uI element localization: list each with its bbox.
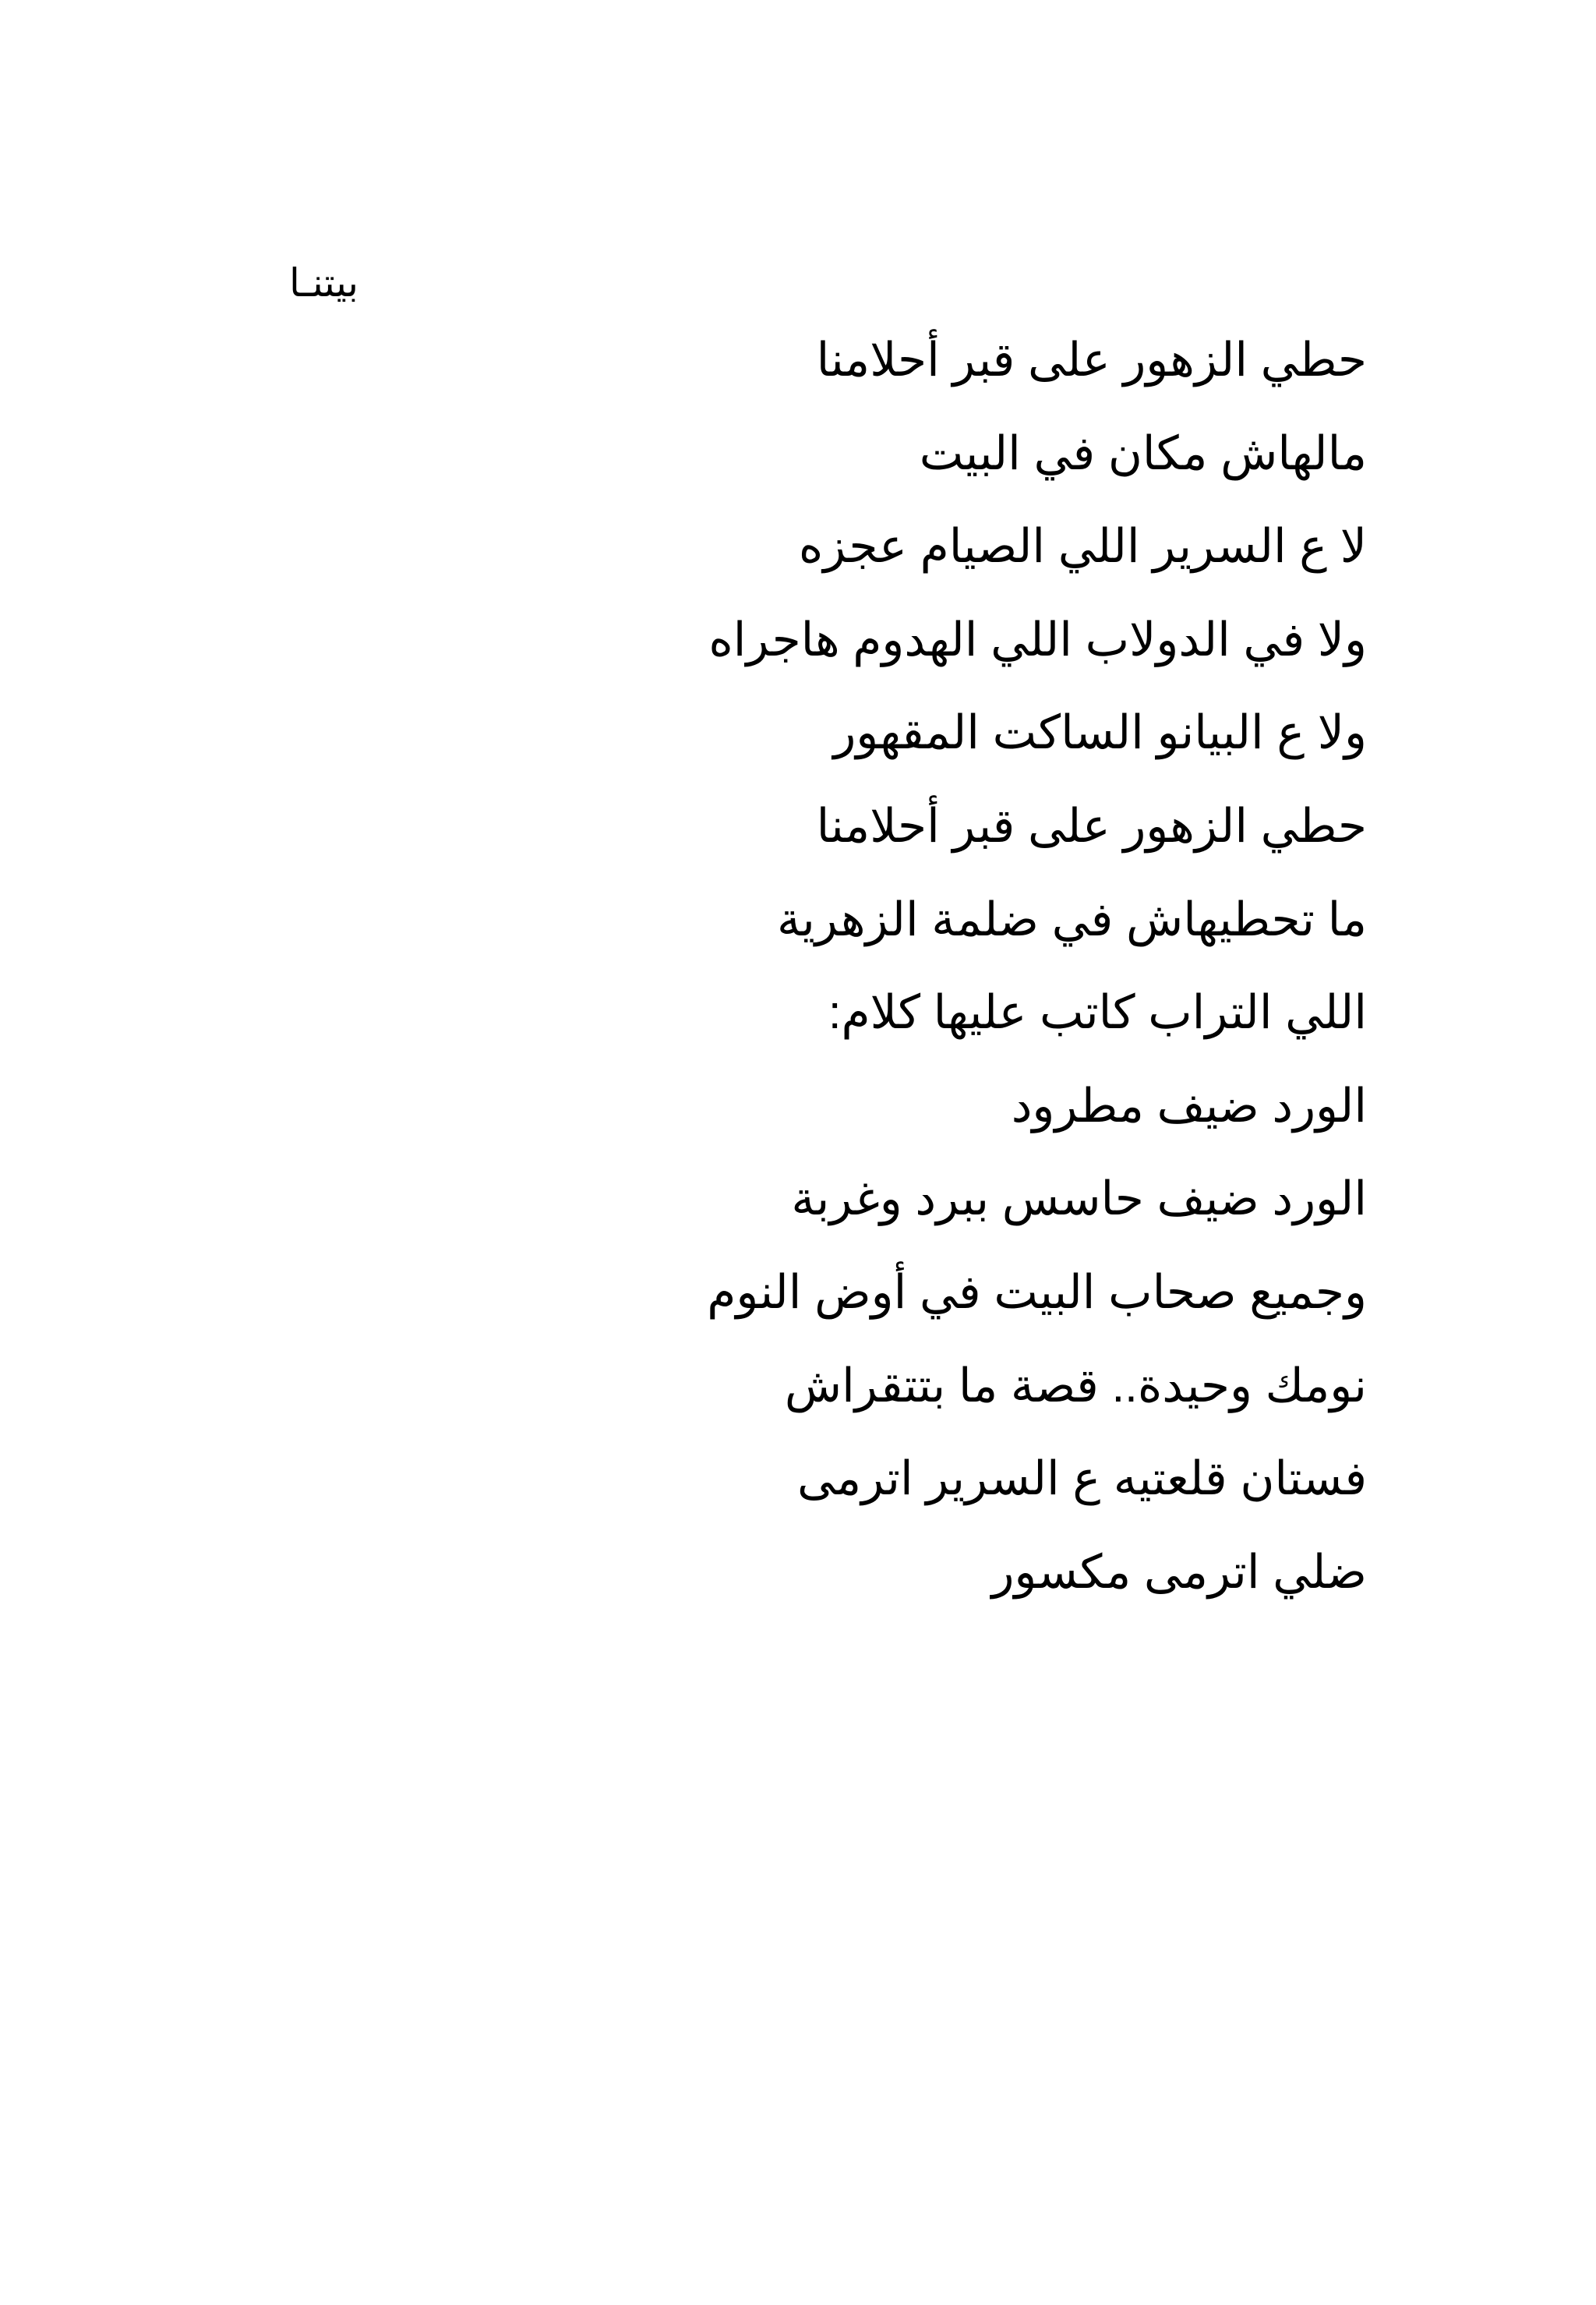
poem-line: نومك وحيدة.. قصة ما بتتقراش (784, 1359, 1367, 1412)
poem-line: ولا في الدولاب اللي الهدوم هاجراه (708, 613, 1367, 666)
poem-line: الورد ضيف مطرود (1011, 1079, 1367, 1132)
poem-line: وجميع صحاب البيت في أوض النوم (707, 1265, 1367, 1318)
poem-line: الورد ضيف حاسس ببرد وغربة (791, 1172, 1367, 1225)
poem-line: اللي التراب كاتب عليها كلام: (828, 986, 1367, 1039)
poem-line: ولا ع البيانو الساكت المقهور (833, 706, 1367, 759)
poem-line: حطي الزهور على قبر أحلامنا (816, 799, 1367, 852)
poem-line: مالهاش مكان في البيت (919, 426, 1367, 479)
poem-line: لا ع السرير اللي الصيام عجزه (798, 520, 1367, 573)
poem-title: بيتنـا (288, 261, 358, 305)
poem-line: فستان قلعتيه ع السرير اترمى (796, 1452, 1367, 1505)
poem-line: ضلي اترمى مكسور (991, 1545, 1367, 1598)
poem-line: حطي الزهور على قبر أحلامنا (816, 334, 1367, 386)
poem-line: ما تحطيهاش في ضلمة الزهرية (776, 893, 1367, 946)
poem-body (577, 313, 1367, 1618)
